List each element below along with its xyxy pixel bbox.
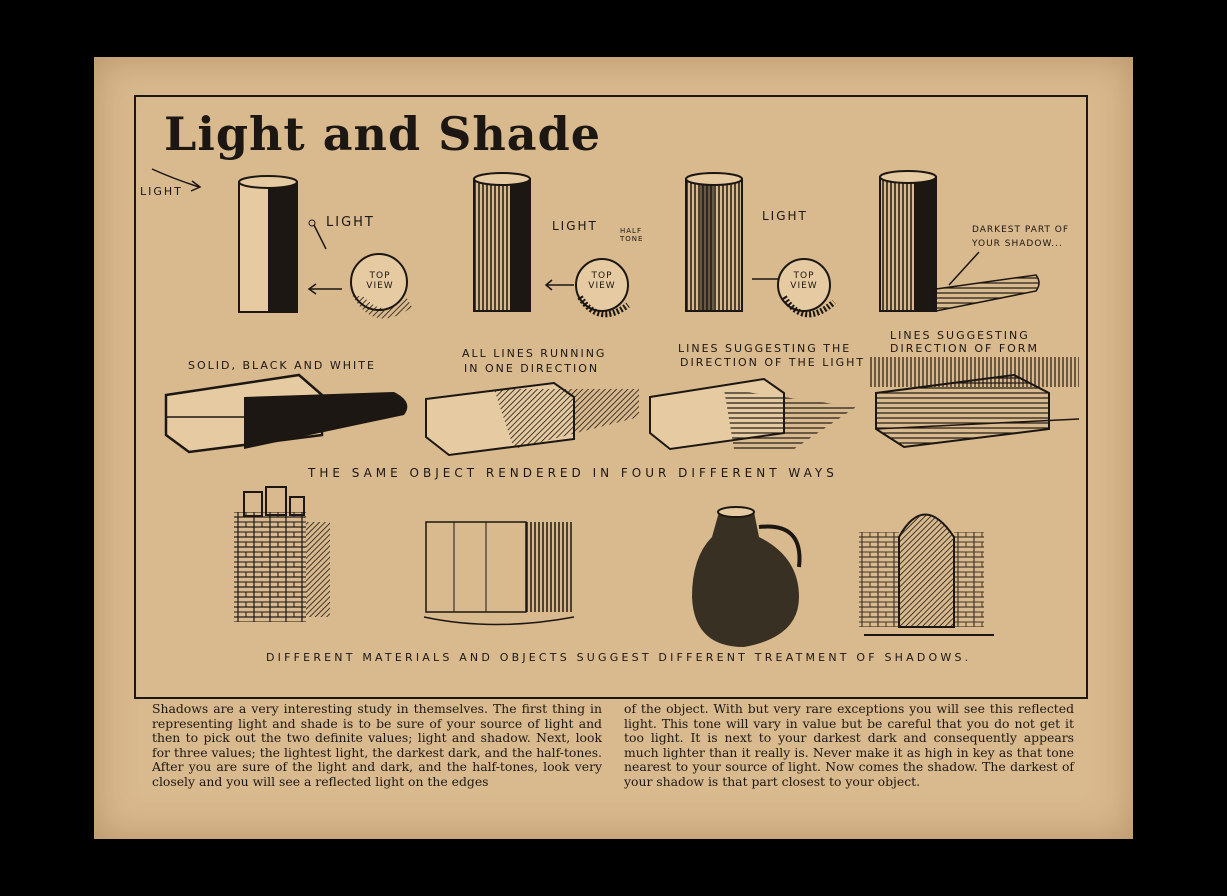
caption-four-ways: THE SAME OBJECT RENDERED IN FOUR DIFFERENT WAYS — [308, 466, 838, 480]
top-view-label-1: TOP VIEW — [366, 271, 394, 291]
lines-form-label-2: DIRECTION OF FORM — [890, 342, 1039, 355]
light-label-1: LIGHT — [326, 215, 375, 230]
light-label-3: LIGHT — [762, 209, 808, 223]
darkest-part-label: DARKEST PART OF YOUR SHADOW... — [972, 225, 1070, 249]
body-paragraph-right: of the object. With but very rare exceptions you will see this reflected light. This tone will vary in value but be careful that you do not get it too light. It is next to your darkest dark and consequently appears much lighter than it really is. Never make it as high in key as that tone nearest to your source of light. Now comes the shadow. The darkest of your shadow is that part closest to your object. — [624, 701, 1074, 789]
body-paragraph-left: Shadows are a very interesting study in themselves. The first thing in representing light and shade is to be sure of your source of light and then to pick out the two definite values; light and shadow. Next, look for three values; the lightest light, the darkest dark, and the half-tones. After you are sure of the light and dark, and the half-tones, look very closely and you will see a reflected light on the edges — [152, 701, 602, 789]
all-lines-label-1: ALL LINES RUNNING — [462, 347, 607, 360]
page-title: Light and Shade — [164, 107, 602, 161]
body-text-right — [624, 702, 1074, 790]
solid-label: SOLID, BLACK AND WHITE — [188, 359, 376, 372]
book-all-lines — [426, 383, 639, 455]
book-solid — [166, 375, 407, 452]
gothic-window — [859, 515, 994, 636]
top-view-label-3: TOP VIEW — [790, 271, 818, 291]
book-form-lines — [869, 357, 1079, 447]
top-view-label-2: TOP VIEW — [588, 271, 616, 291]
jug — [692, 507, 800, 647]
light-label: LIGHT — [140, 185, 183, 198]
lines-light-label-2: DIRECTION OF THE LIGHT — [680, 356, 866, 369]
body-text-left — [152, 702, 602, 790]
cylinder-solid — [239, 176, 297, 312]
light-label-2: LIGHT — [552, 219, 598, 233]
lines-light-label-1: LINES SUGGESTING THE — [678, 342, 852, 355]
cylinder-lines — [474, 173, 530, 311]
cylinder-light-lines — [686, 173, 742, 311]
half-tone-label: HALF TONE — [620, 227, 644, 243]
all-lines-label-2: IN ONE DIRECTION — [464, 362, 600, 375]
book-page — [94, 57, 1133, 839]
book-light-lines — [650, 379, 856, 449]
caption-materials: DIFFERENT MATERIALS AND OBJECTS SUGGEST DIFFERENT TREATMENT OF SHADOWS. — [266, 651, 972, 664]
wooden-boards — [424, 522, 574, 625]
lines-form-label-1: LINES SUGGESTING — [890, 329, 1030, 342]
brick-chimney — [234, 487, 330, 622]
